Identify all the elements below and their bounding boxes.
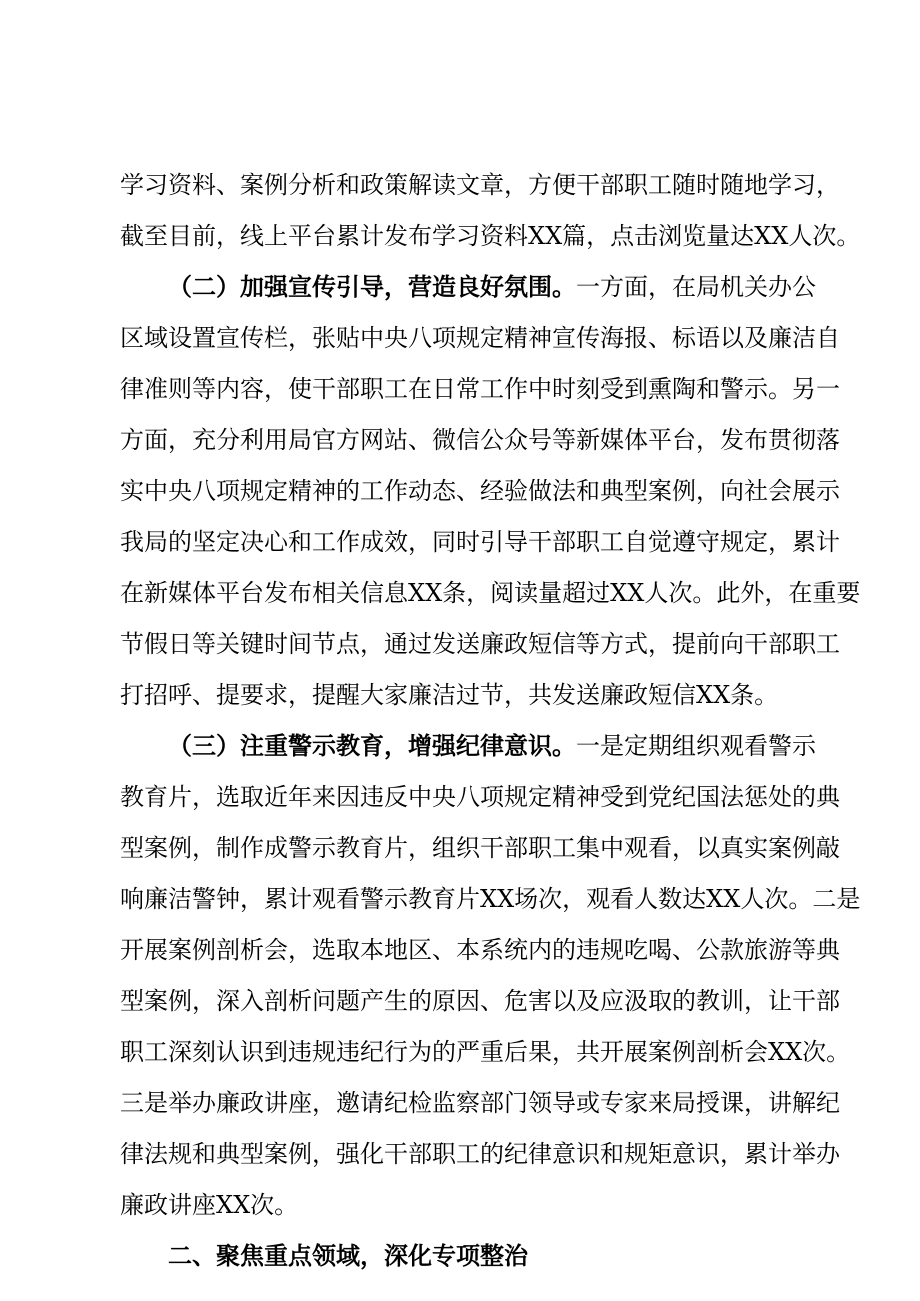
paragraph-online-platform (120, 160, 861, 262)
text-line: 律法规和典型案例，强化干部职工的纪律意识和规矩意识，累计举办 (120, 1140, 840, 1168)
text-line: 区域设置宣传栏，张贴中央八项规定精神宣传海报、标语以及廉洁自 (120, 324, 840, 352)
text-line: 节假日等关键时间节点，通过发送廉政短信等方式，提前向干部职工 (120, 630, 840, 658)
paragraph-heading: （三）注重警示教育，增强纪律意识。 (168, 732, 576, 760)
text-line: 截至目前，线上平台累计发布学习资料XX篇，点击浏览量达XX人次。 (120, 222, 861, 250)
text-line: 三是举办廉政讲座，邀请纪检监察部门领导或专家来局授课，讲解纪 (120, 1089, 840, 1117)
text-fragment: 一是定期组织观看警示 (576, 732, 816, 760)
text-line: 在新媒体平台发布相关信息XX条，阅读量超过XX人次。此外，在重要 (120, 579, 861, 607)
paragraph-publicity (120, 262, 861, 721)
text-line: 廉政讲座XX次。 (120, 1191, 299, 1219)
section-heading: 二、聚焦重点领域，深化专项整治 (168, 1242, 528, 1270)
text-line: 开展案例剖析会，选取本地区、本系统内的违规吃喝、公款旅游等典 (120, 936, 840, 964)
text-line: 型案例，制作成警示教育片，组织干部职工集中观看，以真实案例敲 (120, 834, 840, 862)
text-line (120, 721, 816, 772)
text-line: 实中央八项规定精神的工作动态、经验做法和典型案例，向社会展示 (120, 477, 840, 505)
text-line: 律准则等内容，使干部职工在日常工作中时刻受到熏陶和警示。另一 (120, 375, 840, 403)
text-line: 响廉洁警钟，累计观看警示教育片XX场次，观看人数达XX人次。二是 (120, 885, 861, 913)
paragraph-heading: （二）加强宣传引导，营造良好氛围。 (168, 273, 576, 301)
text-fragment: 一方面，在局机关办公 (576, 273, 816, 301)
text-line: 学习资料、案例分析和政策解读文章，方便干部职工随时随地学习， (120, 171, 840, 199)
text-line: 职工深刻认识到违规违纪行为的严重后果，共开展案例剖析会XX次。 (120, 1038, 851, 1066)
text-line: 打招呼、提要求，提醒大家廉洁过节，共发送廉政短信XX条。 (120, 681, 779, 709)
text-line (120, 262, 816, 313)
text-line: 型案例，深入剖析问题产生的原因、危害以及应汲取的教训，让干部 (120, 987, 840, 1015)
text-line: 方面，充分利用局官方网站、微信公众号等新媒体平台，发布贯彻落 (120, 426, 840, 454)
paragraph-warning-education (120, 721, 861, 1231)
document-page (120, 160, 861, 1282)
text-line: 我局的坚定决心和工作成效，同时引导干部职工自觉遵守规定，累计 (120, 528, 840, 556)
text-line: 教育片，选取近年来因违反中央八项规定精神受到党纪国法惩处的典 (120, 783, 840, 811)
